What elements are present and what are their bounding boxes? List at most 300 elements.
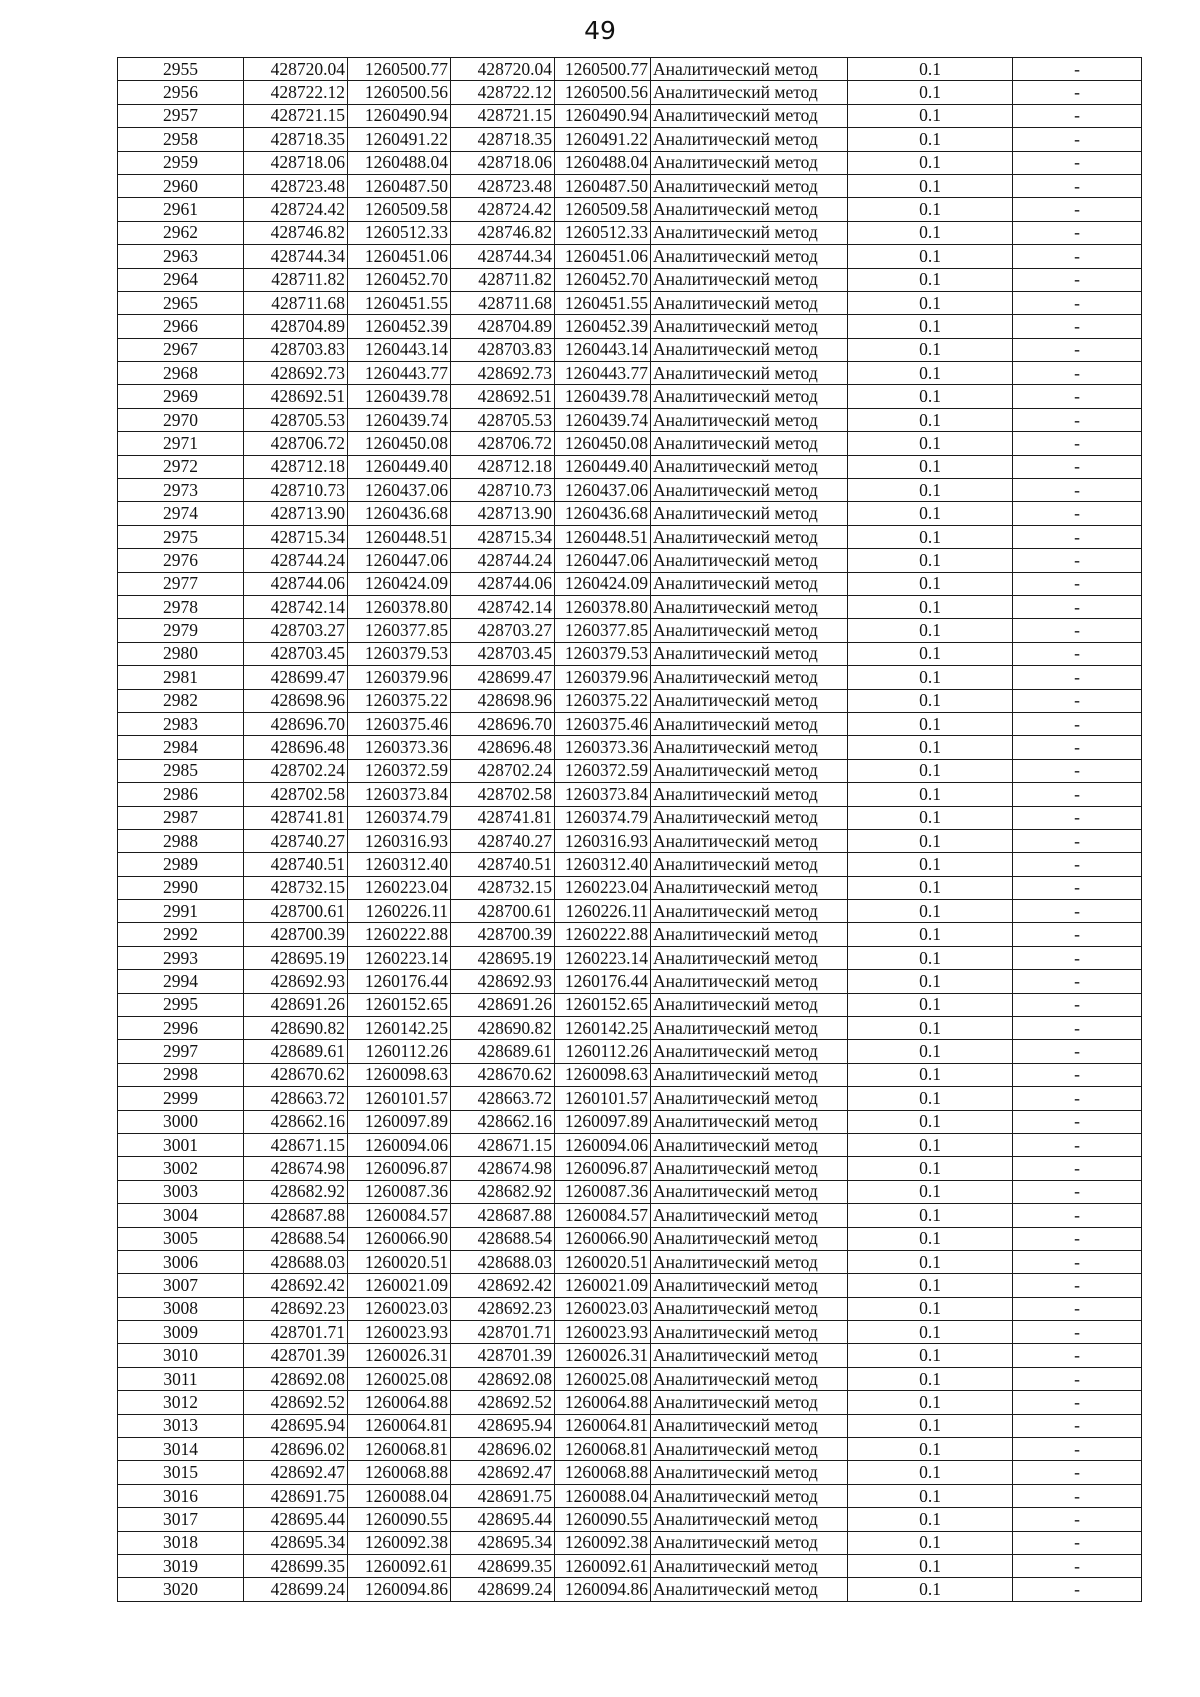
y-new-cell: 1260439.74 (555, 408, 651, 431)
y-old-cell: 1260449.40 (348, 455, 451, 478)
y-old-cell: 1260097.89 (348, 1110, 451, 1133)
x-old-cell: 428744.34 (244, 245, 348, 268)
x-old-cell: 428732.15 (244, 876, 348, 899)
table-row (118, 642, 1142, 665)
accuracy-cell: 0.1 (848, 479, 1013, 502)
accuracy-cell: 0.1 (848, 128, 1013, 151)
note-cell: - (1013, 1180, 1142, 1203)
page-number: 49 (584, 16, 616, 45)
x-old-cell: 428695.94 (244, 1414, 348, 1437)
table-row (118, 946, 1142, 969)
point-number-cell: 2992 (118, 923, 244, 946)
x-old-cell: 428687.88 (244, 1204, 348, 1227)
y-old-cell: 1260500.56 (348, 81, 451, 104)
x-new-cell: 428671.15 (451, 1133, 555, 1156)
point-number-cell: 3003 (118, 1180, 244, 1203)
point-number-cell: 3008 (118, 1297, 244, 1320)
point-number-cell: 2971 (118, 432, 244, 455)
y-new-cell: 1260491.22 (555, 128, 651, 151)
x-new-cell: 428711.82 (451, 268, 555, 291)
table-row (118, 1461, 1142, 1484)
method-cell: Аналитический метод (651, 595, 848, 618)
table-row (118, 245, 1142, 268)
method-cell: Аналитический метод (651, 900, 848, 923)
point-number-cell: 2975 (118, 525, 244, 548)
note-cell: - (1013, 619, 1142, 642)
method-cell: Аналитический метод (651, 1508, 848, 1531)
point-number-cell: 3006 (118, 1250, 244, 1273)
x-new-cell: 428699.47 (451, 666, 555, 689)
y-new-cell: 1260500.77 (555, 58, 651, 81)
method-cell: Аналитический метод (651, 1274, 848, 1297)
note-cell: - (1013, 595, 1142, 618)
method-cell: Аналитический метод (651, 338, 848, 361)
method-cell: Аналитический метод (651, 1110, 848, 1133)
table-row (118, 923, 1142, 946)
y-new-cell: 1260068.81 (555, 1438, 651, 1461)
x-old-cell: 428742.14 (244, 595, 348, 618)
method-cell: Аналитический метод (651, 1297, 848, 1320)
x-new-cell: 428688.03 (451, 1250, 555, 1273)
y-new-cell: 1260096.87 (555, 1157, 651, 1180)
point-number-cell: 3012 (118, 1391, 244, 1414)
note-cell: - (1013, 104, 1142, 127)
x-new-cell: 428674.98 (451, 1157, 555, 1180)
y-old-cell: 1260450.08 (348, 432, 451, 455)
y-new-cell: 1260020.51 (555, 1250, 651, 1273)
table-row (118, 1087, 1142, 1110)
table-row (118, 853, 1142, 876)
accuracy-cell: 0.1 (848, 1180, 1013, 1203)
y-old-cell: 1260176.44 (348, 970, 451, 993)
y-old-cell: 1260064.81 (348, 1414, 451, 1437)
note-cell: - (1013, 221, 1142, 244)
note-cell: - (1013, 923, 1142, 946)
table-row (118, 1484, 1142, 1507)
table-row (118, 174, 1142, 197)
note-cell: - (1013, 759, 1142, 782)
x-old-cell: 428688.03 (244, 1250, 348, 1273)
method-cell: Аналитический метод (651, 1438, 848, 1461)
point-number-cell: 3011 (118, 1367, 244, 1390)
x-new-cell: 428741.81 (451, 806, 555, 829)
method-cell: Аналитический метод (651, 104, 848, 127)
note-cell: - (1013, 1391, 1142, 1414)
method-cell: Аналитический метод (651, 1180, 848, 1203)
note-cell: - (1013, 970, 1142, 993)
note-cell: - (1013, 829, 1142, 852)
y-new-cell: 1260375.46 (555, 712, 651, 735)
x-old-cell: 428692.73 (244, 362, 348, 385)
method-cell: Аналитический метод (651, 128, 848, 151)
table-row (118, 689, 1142, 712)
note-cell: - (1013, 666, 1142, 689)
point-number-cell: 3014 (118, 1438, 244, 1461)
note-cell: - (1013, 1438, 1142, 1461)
x-old-cell: 428688.54 (244, 1227, 348, 1250)
method-cell: Аналитический метод (651, 1531, 848, 1554)
note-cell: - (1013, 315, 1142, 338)
method-cell: Аналитический метод (651, 876, 848, 899)
x-old-cell: 428705.53 (244, 408, 348, 431)
accuracy-cell: 0.1 (848, 455, 1013, 478)
table-row (118, 1227, 1142, 1250)
x-new-cell: 428692.47 (451, 1461, 555, 1484)
point-number-cell: 2997 (118, 1040, 244, 1063)
y-old-cell: 1260452.70 (348, 268, 451, 291)
y-new-cell: 1260451.06 (555, 245, 651, 268)
y-new-cell: 1260500.56 (555, 81, 651, 104)
y-new-cell: 1260223.04 (555, 876, 651, 899)
x-old-cell: 428741.81 (244, 806, 348, 829)
accuracy-cell: 0.1 (848, 595, 1013, 618)
note-cell: - (1013, 876, 1142, 899)
accuracy-cell: 0.1 (848, 174, 1013, 197)
method-cell: Аналитический метод (651, 1321, 848, 1344)
table-row (118, 432, 1142, 455)
x-old-cell: 428682.92 (244, 1180, 348, 1203)
accuracy-cell: 0.1 (848, 1274, 1013, 1297)
x-old-cell: 428703.45 (244, 642, 348, 665)
point-number-cell: 2966 (118, 315, 244, 338)
y-new-cell: 1260373.84 (555, 783, 651, 806)
table-row (118, 1531, 1142, 1554)
y-old-cell: 1260436.68 (348, 502, 451, 525)
method-cell: Аналитический метод (651, 1461, 848, 1484)
x-new-cell: 428701.71 (451, 1321, 555, 1344)
method-cell: Аналитический метод (651, 525, 848, 548)
x-old-cell: 428692.42 (244, 1274, 348, 1297)
y-old-cell: 1260451.06 (348, 245, 451, 268)
accuracy-cell: 0.1 (848, 876, 1013, 899)
y-new-cell: 1260437.06 (555, 479, 651, 502)
point-number-cell: 2990 (118, 876, 244, 899)
x-new-cell: 428712.18 (451, 455, 555, 478)
y-new-cell: 1260223.14 (555, 946, 651, 969)
table-row (118, 876, 1142, 899)
method-cell: Аналитический метод (651, 783, 848, 806)
method-cell: Аналитический метод (651, 1250, 848, 1273)
y-old-cell: 1260316.93 (348, 829, 451, 852)
point-number-cell: 2964 (118, 268, 244, 291)
point-number-cell: 2983 (118, 712, 244, 735)
accuracy-cell: 0.1 (848, 1110, 1013, 1133)
note-cell: - (1013, 245, 1142, 268)
table-row (118, 1110, 1142, 1133)
point-number-cell: 2981 (118, 666, 244, 689)
y-old-cell: 1260152.65 (348, 993, 451, 1016)
note-cell: - (1013, 1110, 1142, 1133)
y-new-cell: 1260451.55 (555, 291, 651, 314)
method-cell: Аналитический метод (651, 1017, 848, 1040)
accuracy-cell: 0.1 (848, 268, 1013, 291)
y-old-cell: 1260378.80 (348, 595, 451, 618)
x-old-cell: 428718.35 (244, 128, 348, 151)
table-row (118, 1157, 1142, 1180)
method-cell: Аналитический метод (651, 619, 848, 642)
table-row (118, 151, 1142, 174)
note-cell: - (1013, 1297, 1142, 1320)
table-row (118, 829, 1142, 852)
note-cell: - (1013, 432, 1142, 455)
method-cell: Аналитический метод (651, 549, 848, 572)
table-row (118, 1040, 1142, 1063)
y-new-cell: 1260064.81 (555, 1414, 651, 1437)
note-cell: - (1013, 1133, 1142, 1156)
point-number-cell: 2958 (118, 128, 244, 151)
table-row (118, 1391, 1142, 1414)
y-new-cell: 1260226.11 (555, 900, 651, 923)
x-old-cell: 428692.52 (244, 1391, 348, 1414)
table-row (118, 1555, 1142, 1578)
table-row (118, 970, 1142, 993)
note-cell: - (1013, 151, 1142, 174)
y-old-cell: 1260025.08 (348, 1367, 451, 1390)
accuracy-cell: 0.1 (848, 1321, 1013, 1344)
y-new-cell: 1260222.88 (555, 923, 651, 946)
y-new-cell: 1260064.88 (555, 1391, 651, 1414)
y-old-cell: 1260223.14 (348, 946, 451, 969)
point-number-cell: 2986 (118, 783, 244, 806)
method-cell: Аналитический метод (651, 291, 848, 314)
y-old-cell: 1260439.74 (348, 408, 451, 431)
accuracy-cell: 0.1 (848, 385, 1013, 408)
point-number-cell: 2961 (118, 198, 244, 221)
x-old-cell: 428692.93 (244, 970, 348, 993)
accuracy-cell: 0.1 (848, 1133, 1013, 1156)
accuracy-cell: 0.1 (848, 1040, 1013, 1063)
y-new-cell: 1260436.68 (555, 502, 651, 525)
table-row (118, 1344, 1142, 1367)
note-cell: - (1013, 1555, 1142, 1578)
x-new-cell: 428746.82 (451, 221, 555, 244)
note-cell: - (1013, 1227, 1142, 1250)
x-old-cell: 428695.34 (244, 1531, 348, 1554)
point-number-cell: 2955 (118, 58, 244, 81)
point-number-cell: 2984 (118, 736, 244, 759)
x-new-cell: 428691.26 (451, 993, 555, 1016)
y-new-cell: 1260088.04 (555, 1484, 651, 1507)
x-old-cell: 428700.39 (244, 923, 348, 946)
table-row (118, 385, 1142, 408)
table-row (118, 1438, 1142, 1461)
accuracy-cell: 0.1 (848, 993, 1013, 1016)
point-number-cell: 2974 (118, 502, 244, 525)
point-number-cell: 3002 (118, 1157, 244, 1180)
y-old-cell: 1260374.79 (348, 806, 451, 829)
accuracy-cell: 0.1 (848, 1461, 1013, 1484)
note-cell: - (1013, 642, 1142, 665)
y-old-cell: 1260092.61 (348, 1555, 451, 1578)
x-new-cell: 428692.23 (451, 1297, 555, 1320)
y-old-cell: 1260377.85 (348, 619, 451, 642)
point-number-cell: 3000 (118, 1110, 244, 1133)
x-new-cell: 428703.27 (451, 619, 555, 642)
point-number-cell: 2982 (118, 689, 244, 712)
table-row (118, 268, 1142, 291)
accuracy-cell: 0.1 (848, 1087, 1013, 1110)
y-old-cell: 1260064.88 (348, 1391, 451, 1414)
table-row (118, 315, 1142, 338)
point-number-cell: 2996 (118, 1017, 244, 1040)
point-number-cell: 2963 (118, 245, 244, 268)
table-row (118, 595, 1142, 618)
x-new-cell: 428688.54 (451, 1227, 555, 1250)
method-cell: Аналитический метод (651, 1578, 848, 1601)
note-cell: - (1013, 993, 1142, 1016)
note-cell: - (1013, 174, 1142, 197)
accuracy-cell: 0.1 (848, 338, 1013, 361)
y-new-cell: 1260142.25 (555, 1017, 651, 1040)
y-new-cell: 1260448.51 (555, 525, 651, 548)
x-new-cell: 428718.06 (451, 151, 555, 174)
point-number-cell: 3015 (118, 1461, 244, 1484)
method-cell: Аналитический метод (651, 1063, 848, 1086)
table-row (118, 362, 1142, 385)
note-cell: - (1013, 455, 1142, 478)
x-old-cell: 428698.96 (244, 689, 348, 712)
accuracy-cell: 0.1 (848, 81, 1013, 104)
accuracy-cell: 0.1 (848, 1484, 1013, 1507)
accuracy-cell: 0.1 (848, 1367, 1013, 1390)
note-cell: - (1013, 689, 1142, 712)
method-cell: Аналитический метод (651, 736, 848, 759)
accuracy-cell: 0.1 (848, 666, 1013, 689)
x-new-cell: 428696.02 (451, 1438, 555, 1461)
table-row (118, 806, 1142, 829)
accuracy-cell: 0.1 (848, 151, 1013, 174)
y-old-cell: 1260090.55 (348, 1508, 451, 1531)
x-new-cell: 428718.35 (451, 128, 555, 151)
x-new-cell: 428715.34 (451, 525, 555, 548)
y-old-cell: 1260490.94 (348, 104, 451, 127)
y-old-cell: 1260373.84 (348, 783, 451, 806)
method-cell: Аналитический метод (651, 315, 848, 338)
y-old-cell: 1260500.77 (348, 58, 451, 81)
table-row (118, 502, 1142, 525)
y-new-cell: 1260097.89 (555, 1110, 651, 1133)
note-cell: - (1013, 338, 1142, 361)
x-new-cell: 428692.93 (451, 970, 555, 993)
x-old-cell: 428701.39 (244, 1344, 348, 1367)
note-cell: - (1013, 1063, 1142, 1086)
table-row (118, 81, 1142, 104)
note-cell: - (1013, 900, 1142, 923)
x-old-cell: 428663.72 (244, 1087, 348, 1110)
x-old-cell: 428720.04 (244, 58, 348, 81)
point-number-cell: 3019 (118, 1555, 244, 1578)
method-cell: Аналитический метод (651, 1227, 848, 1250)
method-cell: Аналитический метод (651, 1414, 848, 1437)
accuracy-cell: 0.1 (848, 198, 1013, 221)
note-cell: - (1013, 479, 1142, 502)
table-row (118, 666, 1142, 689)
y-old-cell: 1260512.33 (348, 221, 451, 244)
x-new-cell: 428721.15 (451, 104, 555, 127)
note-cell: - (1013, 549, 1142, 572)
table-row (118, 1578, 1142, 1601)
y-new-cell: 1260374.79 (555, 806, 651, 829)
x-old-cell: 428721.15 (244, 104, 348, 127)
accuracy-cell: 0.1 (848, 712, 1013, 735)
table-row (118, 479, 1142, 502)
x-old-cell: 428662.16 (244, 1110, 348, 1133)
x-old-cell: 428713.90 (244, 502, 348, 525)
x-new-cell: 428670.62 (451, 1063, 555, 1086)
y-new-cell: 1260066.90 (555, 1227, 651, 1250)
x-old-cell: 428692.08 (244, 1367, 348, 1390)
y-new-cell: 1260488.04 (555, 151, 651, 174)
method-cell: Аналитический метод (651, 385, 848, 408)
y-new-cell: 1260094.06 (555, 1133, 651, 1156)
y-new-cell: 1260098.63 (555, 1063, 651, 1086)
y-new-cell: 1260176.44 (555, 970, 651, 993)
table-row (118, 1274, 1142, 1297)
table-row (118, 736, 1142, 759)
x-new-cell: 428695.44 (451, 1508, 555, 1531)
y-new-cell: 1260112.26 (555, 1040, 651, 1063)
note-cell: - (1013, 1484, 1142, 1507)
x-new-cell: 428692.52 (451, 1391, 555, 1414)
y-old-cell: 1260375.22 (348, 689, 451, 712)
x-old-cell: 428723.48 (244, 174, 348, 197)
note-cell: - (1013, 1508, 1142, 1531)
x-new-cell: 428732.15 (451, 876, 555, 899)
table-row (118, 619, 1142, 642)
x-old-cell: 428692.51 (244, 385, 348, 408)
x-old-cell: 428746.82 (244, 221, 348, 244)
x-new-cell: 428690.82 (451, 1017, 555, 1040)
method-cell: Аналитический метод (651, 1040, 848, 1063)
x-old-cell: 428722.12 (244, 81, 348, 104)
x-new-cell: 428703.83 (451, 338, 555, 361)
method-cell: Аналитический метод (651, 689, 848, 712)
y-old-cell: 1260087.36 (348, 1180, 451, 1203)
note-cell: - (1013, 408, 1142, 431)
x-old-cell: 428711.82 (244, 268, 348, 291)
y-new-cell: 1260490.94 (555, 104, 651, 127)
y-new-cell: 1260023.03 (555, 1297, 651, 1320)
x-old-cell: 428696.70 (244, 712, 348, 735)
y-new-cell: 1260450.08 (555, 432, 651, 455)
note-cell: - (1013, 198, 1142, 221)
note-cell: - (1013, 1461, 1142, 1484)
x-new-cell: 428703.45 (451, 642, 555, 665)
x-new-cell: 428740.27 (451, 829, 555, 852)
x-old-cell: 428724.42 (244, 198, 348, 221)
accuracy-cell: 0.1 (848, 1017, 1013, 1040)
table-row (118, 1508, 1142, 1531)
point-number-cell: 2993 (118, 946, 244, 969)
x-old-cell: 428701.71 (244, 1321, 348, 1344)
x-old-cell: 428671.15 (244, 1133, 348, 1156)
table-row (118, 128, 1142, 151)
x-new-cell: 428698.96 (451, 689, 555, 712)
note-cell: - (1013, 1531, 1142, 1554)
x-new-cell: 428682.92 (451, 1180, 555, 1203)
y-old-cell: 1260373.36 (348, 736, 451, 759)
y-new-cell: 1260375.22 (555, 689, 651, 712)
x-old-cell: 428702.24 (244, 759, 348, 782)
point-number-cell: 2969 (118, 385, 244, 408)
note-cell: - (1013, 1157, 1142, 1180)
x-new-cell: 428740.51 (451, 853, 555, 876)
note-cell: - (1013, 1017, 1142, 1040)
point-number-cell: 3004 (118, 1204, 244, 1227)
table-row (118, 1063, 1142, 1086)
point-number-cell: 2956 (118, 81, 244, 104)
y-old-cell: 1260372.59 (348, 759, 451, 782)
